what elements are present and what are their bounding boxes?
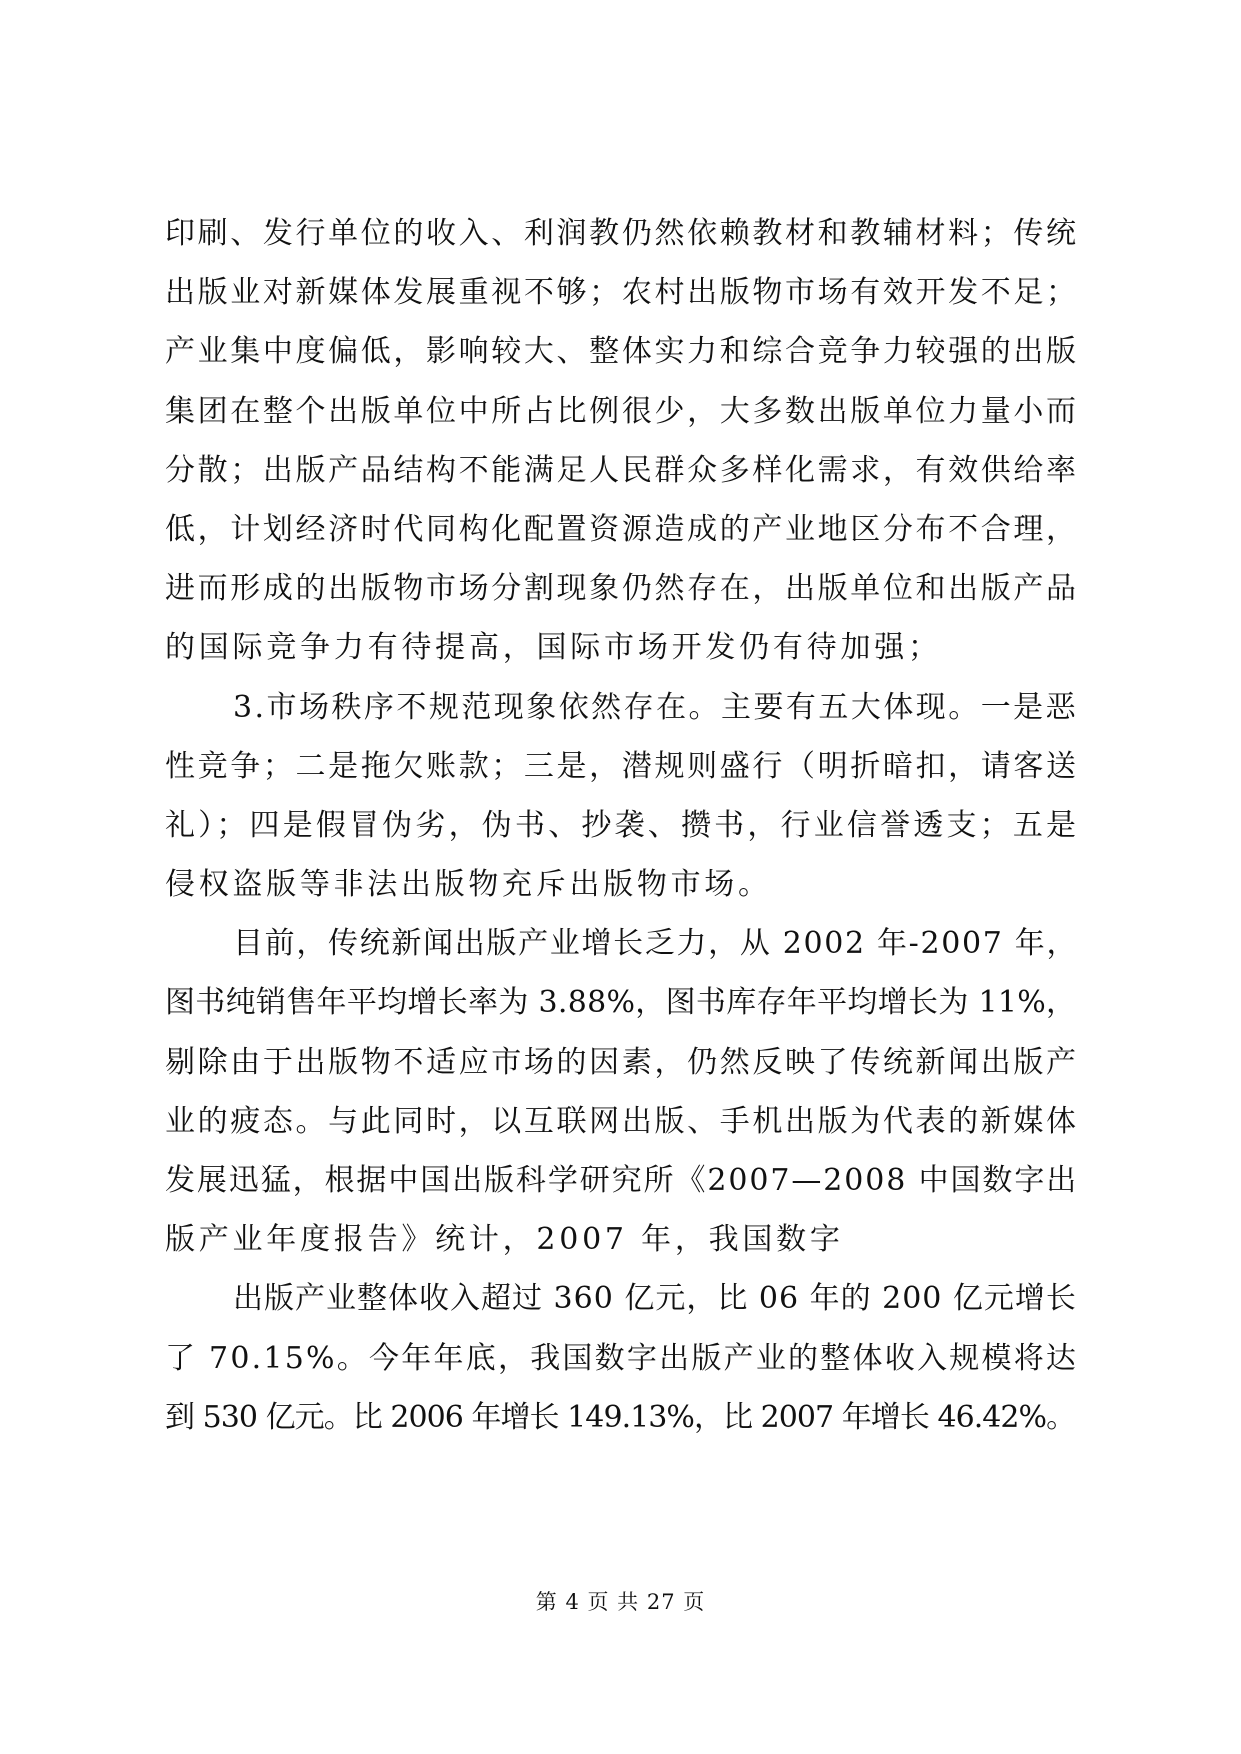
text-line: 剔除由于出版物不适应市场的因素，仍然反映了传统新闻出版产: [165, 1044, 1079, 1080]
text-line: 了 70.15%。今年年底，我国数字出版产业的整体收入规模将达: [165, 1340, 1079, 1376]
text-line: 出版产业整体收入超过 360 亿元，比 06 年的 200 亿元增长: [233, 1281, 1077, 1317]
text-line: 到 530 亿元。比 2006 年增长 149.13%，比 2007 年增长 46.42%。: [165, 1399, 1076, 1435]
text-line: 性竞争；二是拖欠账款；三是，潜规则盛行（明折暗扣，请客送: [165, 748, 1079, 784]
text-line: 的国际竞争力有待提高，国际市场开发仍有待加强；: [165, 630, 942, 666]
text-line: 发展迅猛，根据中国出版科学研究所《2007—2008 中国数字出: [165, 1163, 1079, 1198]
text-line: 礼）；四是假冒伪劣，伪书、抄袭、攒书，行业信誉透支；五是: [165, 807, 1080, 843]
text-line: 出版业对新媒体发展重视不够；农村出版物市场有效开发不足；: [165, 275, 1079, 311]
text-line: 业的疲态。与此同时，以互联网出版、手机出版为代表的新媒体: [165, 1103, 1079, 1139]
text-line: 低，计划经济时代同构化配置资源造成的产业地区分布不合理，: [165, 511, 1079, 547]
text-line: 分散；出版产品结构不能满足人民群众多样化需求，有效供给率: [165, 452, 1079, 488]
text-line: 目前，传统新闻出版产业增长乏力，从 2002 年-2007 年，: [233, 926, 1079, 962]
text-line: 3.市场秩序不规范现象依然存在。主要有五大体现。一是恶: [233, 689, 1079, 725]
text-line: 版产业年度报告》统计，2007 年，我国数字: [165, 1222, 844, 1258]
text-line: 印刷、发行单位的收入、利润教仍然依赖教材和教辅材料；传统: [165, 216, 1079, 251]
text-line: 图书纯销售年平均增长率为 3.88%，图书库存年平均增长为 11%，: [165, 985, 1077, 1021]
text-line: 集团在整个出版单位中所占比例很少，大多数出版单位力量小而: [165, 393, 1079, 429]
body-text: [165, 204, 1085, 1447]
text-line: 产业集中度偏低，影响较大、整体实力和综合竞争力较强的出版: [165, 334, 1079, 370]
page-footer: 第 4 页 共 27 页: [535, 1590, 706, 1614]
text-line: 侵权盗版等非法出版物充斥出版物市场。: [165, 867, 772, 903]
text-line: 进而形成的出版物市场分割现象仍然存在，出版单位和出版产品: [165, 571, 1079, 607]
